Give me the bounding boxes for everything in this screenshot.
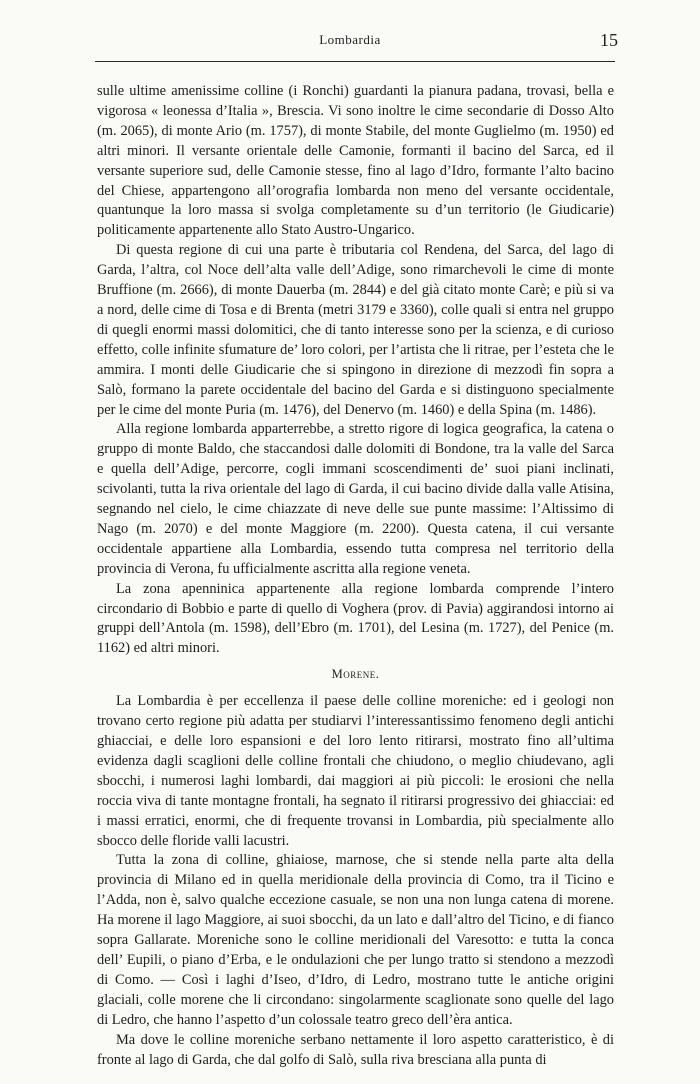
section-title: Morene.	[331, 667, 380, 682]
running-title: Lombardia	[319, 32, 381, 47]
header-rule	[95, 61, 615, 62]
paragraph: Di questa regione di cui una parte è tributaria col Rendena, del Sarca, del lago di Garda, l’altra, col Noce dell’alta valle dell’Adige, sono rimarchevoli le cime di monte Bruffione (m. 2666), di monte Dauerba (m. 2844) e del già citato monte Carè; e più si va a nord, delle cime di Tosa e di Brenta (metri 3179 e 3360), colle quali si entra nel gruppo di quegli enormi massi dolomitici, che di tanto interesse sono per la scienza, e di curioso effetto, colle infinite sfumature de’ loro colori, per l’artista che li ritrae, per l’esteta che le ammira. I monti delle Giudicarie che si spingono in direzione di mezzodì fin sopra a Salò, formano la parete occidentale del bacino del Garda e si distinguono specialmente per le cime del monte Puria (m. 1476), del Denervo (m. 1460) e della Spina (m. 1486).	[97, 242, 614, 418]
body-text	[97, 82, 614, 1070]
paragraph: Ma dove le colline moreniche serbano nettamente il loro aspetto caratteristico, è di fronte al lago di Garda, che dal golfo di Salò, sulla riva bresciana alla punta di	[97, 1031, 614, 1068]
paragraph: Alla regione lombarda apparterrebbe, a stretto rigore di logica geografica, la catena o gruppo di monte Baldo, che staccandosi dalle dolomiti di Bondone, tra la valle del Sarca e quella dell’Adige, percorre, cogli immani scoscendimenti de’ suoi piani inclinati, scivolanti, tutta la riva orientale del lago di Garda, il cui bacino divide dalla valle Atisina, segnando nel cielo, le cime chiazzate di neve delle sue punte massime: l’Altissimo di Nago (m. 2070) e del monte Maggiore (m. 2200). Questa catena, il cui versante occidentale appartiene alla Lombardia, essendo tutta compresa nel territorio della provincia di Verona, fu ufficialmente ascritta alla regione veneta.	[97, 421, 614, 577]
running-head	[0, 30, 700, 54]
paragraph: sulle ultime amenissime colline (i Ronchi) guardanti la pianura padana, trovasi, bella e vigorosa « leonessa d’Italia », Brescia. Vi sono inoltre le cime secondarie di Dosso Alto (m. 2065), di monte Ario (m. 1757), di monte Stabile, del monte Guglielmo (m. 1950) ed altri minori. Il versante orientale delle Camonie, formanti il bacino del Sarca, ed il versante superiore sud, delle Camonie stesse, fino al lago d’Idro, formante l’alto bacino del Chiese, appartengono all’orografia lombarda non meno del versante occidentale, quantunque la loro massa si svolga completamente su d’un territorio (le Giudicarie) politicamente appartenente allo Stato Austro-Ungarico.	[97, 83, 614, 239]
paragraph: La zona apenninica appartenente alla regione lombarda comprende l’intero circondario di Bobbio e parte di quello di Voghera (prov. di Pavia) aggirandosi intorno ai gruppi dell’Antola (m. 1598), dell’Ebro (m. 1701), del Lesina (m. 1727), del Penice (m. 1162) ed altri minori.	[97, 580, 614, 657]
paragraph: Tutta la zona di colline, ghiaiose, marnose, che si stende nella parte alta della provincia di Milano ed in quella meridionale della provincia di Como, tra il Ticino e l’Adda, non è, salvo qualche eccezione casuale, se non una non lunga catena di morene. Ha morene il lago Maggiore, ai suoi sbocchi, da un lato e dall’altro del Ticino, e di fianco sopra Gallarate. Moreniche sono le colline meridionali del Varesotto: e tutta la conca dell’ Eupili, o piano d’Erba, e le ondulazioni che per lungo tratto si stendono a mezzodì di Como. — Così i laghi d’Iseo, d’Idro, di Ledro, mostrano tutte le antiche origini glaciali, colle morene che li circondano: singolarmente scaglionate sono quelle del lago di Ledro, che hanno l’aspetto d’un colossale teatro greco dell’èra antica.	[97, 852, 614, 1028]
paragraph: La Lombardia è per eccellenza il paese delle colline moreniche: ed i geologi non trovano certo regione più adatta per studiarvi l’interessantissimo fenomeno degli antichi ghiacciai, e delle loro espansioni e del loro lento ritirarsi, mostrato fino all’ultima evidenza dagli scaglioni delle colline frontali che chiudono, o meglio chiudevano, agli sbocchi, i numerosi laghi lombardi, dai maggiori ai più piccoli: le erosioni che nella roccia viva di tante montagne frontali, ha segnato il ritirarsi progressivo dei ghiacciai: ed i massi erratici, enormi, che di frequente trovansi in Lombardia, più specialmente allo sbocco delle floride valli lacustri.	[97, 693, 614, 849]
page-number: 15	[600, 30, 618, 50]
